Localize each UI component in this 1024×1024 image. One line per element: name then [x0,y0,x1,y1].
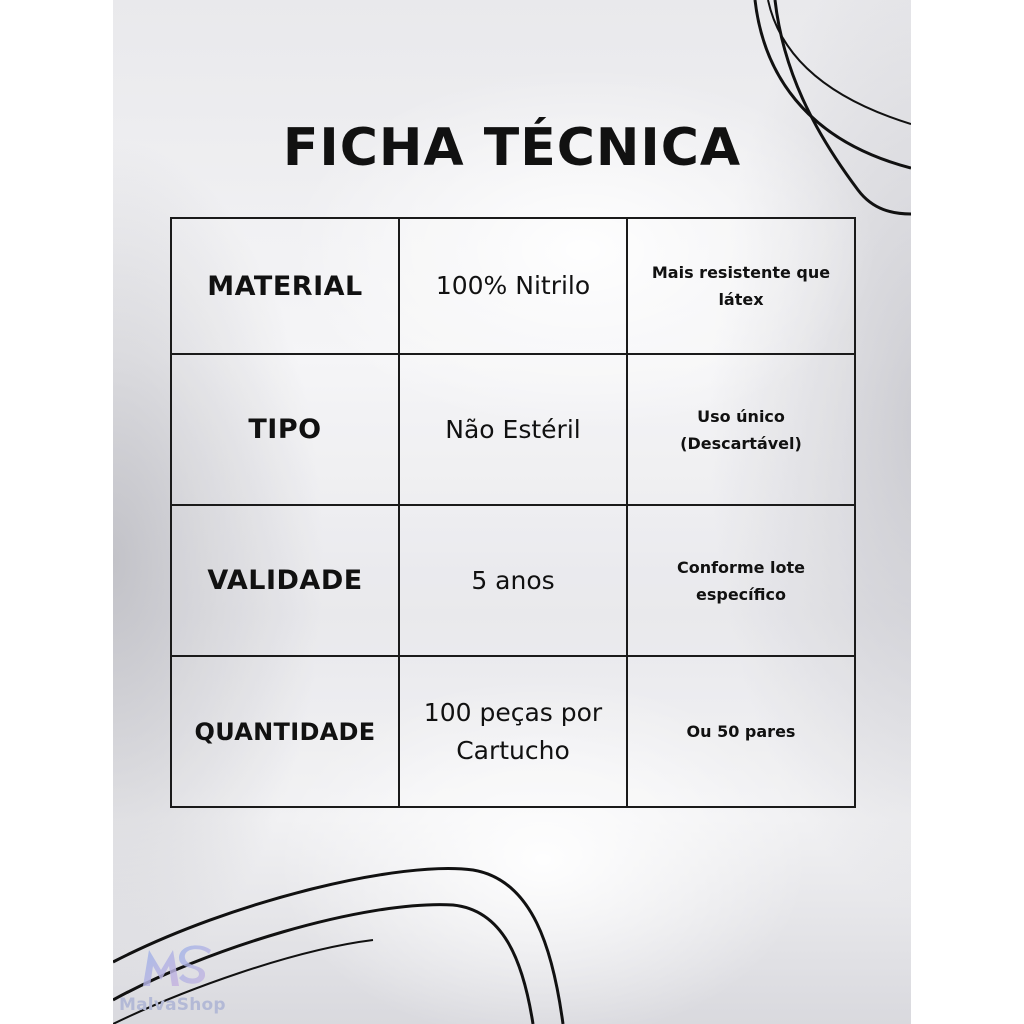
spec-note: Ou 50 pares [627,656,855,807]
table-row [171,505,855,656]
spec-label: VALIDADE [171,505,399,656]
spec-note: Mais resistente que látex [627,218,855,354]
brand-watermark [119,940,239,1020]
spec-value: 100% Nitrilo [399,218,627,354]
table-row [171,354,855,505]
spec-value: 100 peças por Cartucho [399,656,627,807]
spec-table [170,217,856,808]
spec-card [113,0,911,1024]
table-row [171,218,855,354]
spec-note: Uso único (Descartável) [627,354,855,505]
spec-note: Conforme lote específico [627,505,855,656]
malvashop-logo-icon [139,940,213,992]
spec-value: Não Estéril [399,354,627,505]
spec-label: QUANTIDADE [171,656,399,807]
spec-value: 5 anos [399,505,627,656]
brand-name: MalvaShop [119,995,226,1015]
spec-label: MATERIAL [171,218,399,354]
page-title: FICHA TÉCNICA [282,118,742,178]
spec-label: TIPO [171,354,399,505]
table-row [171,656,855,807]
top-right-curve-2 [775,0,911,214]
